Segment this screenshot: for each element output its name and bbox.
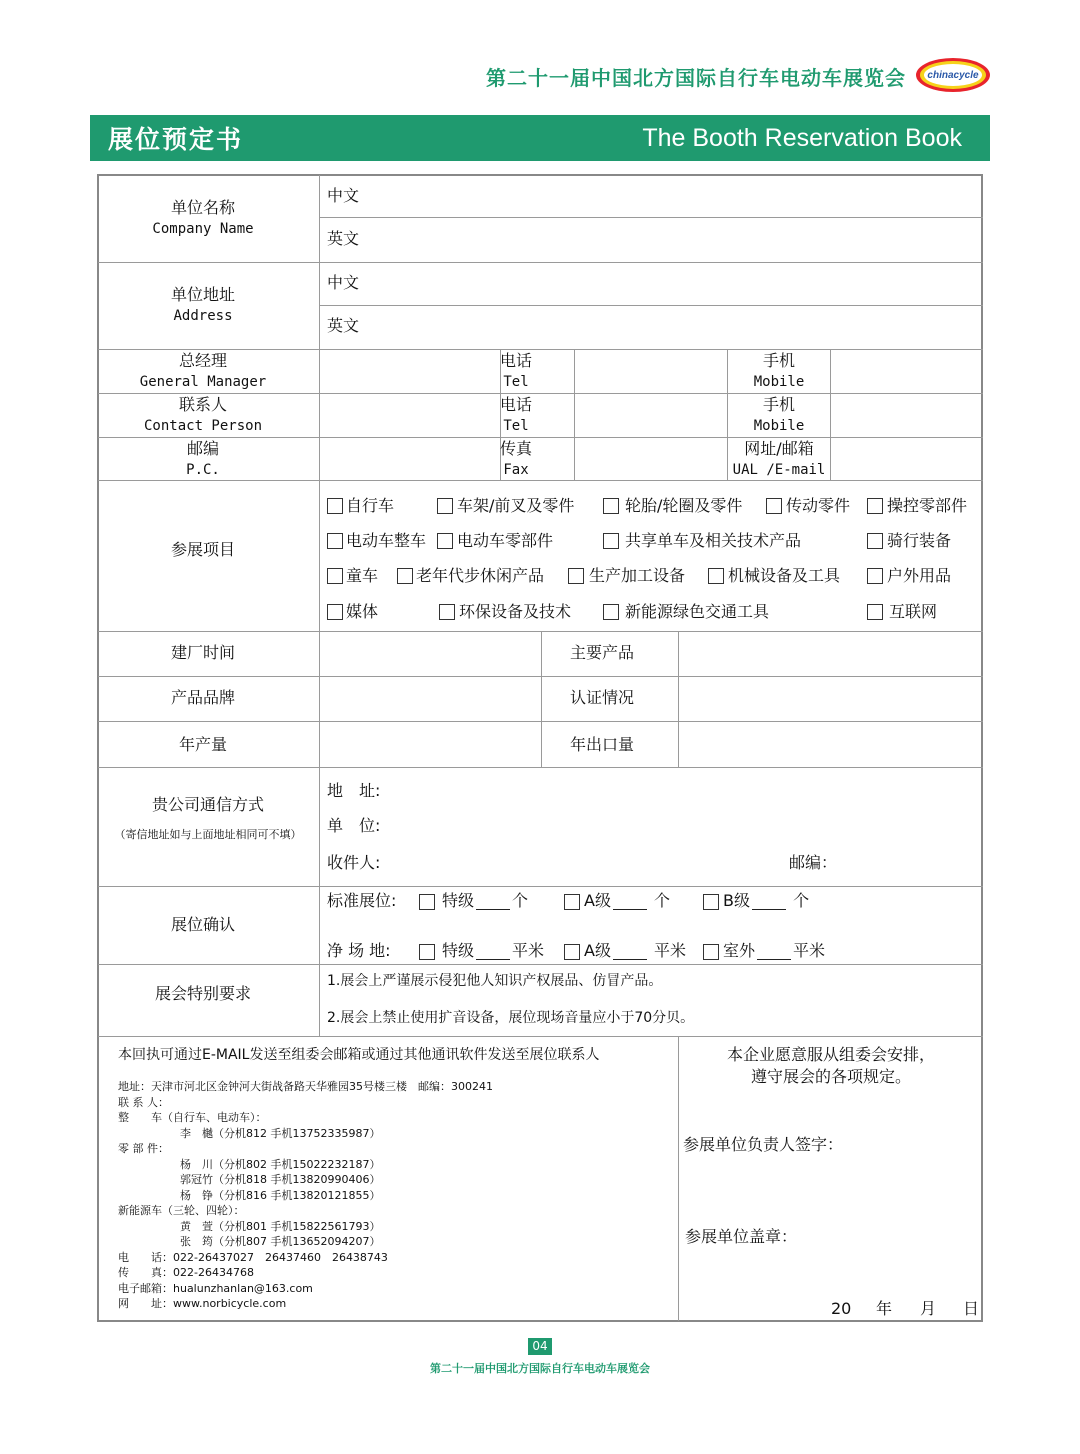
company-en-field[interactable]: 英文 [327,229,360,248]
submission-note: 本回执可通过E-MAIL发送至组委会邮箱或通过其他通讯软件发送至展位联系人 [118,1047,600,1063]
gm-label-zh: 总经理 [178,351,228,370]
exhibition-title: 第二十一届中国北方国际自行车电动车展览会 [486,66,906,90]
organizer-address: 地址：天津市河北区金钟河大街战备路天华雅园35号楼三楼 邮编：300241 [118,1080,493,1093]
exhibit-item-new-energy: 新能源绿色交通工具 [625,602,770,621]
website-line: 网 址：www.norbicycle.com [118,1297,287,1310]
checkbox-standard-special[interactable] [419,894,435,910]
exhibit-item-machinery-tools: 机械设备及工具 [728,566,841,585]
ev-contact-1: 黄 萱（分机801 手机15822561793） [180,1220,381,1233]
address-label-en: Address [173,308,233,324]
brand-label: 产品品牌 [170,688,236,707]
date-day-label: 日 [963,1299,980,1318]
address-en-field[interactable]: 英文 [327,316,360,335]
raw-a-option: A级 平米 [584,941,687,960]
standard-b-option: B级 个 [723,891,810,910]
main-products-label: 主要产品 [569,643,635,662]
checkbox-new-energy[interactable] [603,604,619,620]
parts-contact-3: 杨 铮（分机816 手机13820121855） [180,1189,381,1202]
company-label-zh: 单位名称 [170,198,236,217]
gm-tel-label-zh: 电话 [499,351,533,370]
date-month-label: 月 [920,1299,937,1318]
exhibit-label: 参展项目 [170,540,236,559]
mailing-unit-field[interactable]: 单 位: [327,816,381,835]
checkbox-control-parts[interactable] [867,498,883,514]
fax-label-zh: 传真 [499,439,533,458]
contact-tel-label-zh: 电话 [499,395,533,414]
date-year-label: 年 [876,1299,893,1318]
annual-export-label: 年出口量 [569,735,635,754]
standard-booth-label: 标准展位: [327,891,397,910]
web-email-label-zh: 网址/邮箱 [744,439,814,458]
web-email-label-en: UAL /E-mail [732,462,826,478]
exhibit-item-ev-parts: 电动车零部件 [457,531,554,550]
pc-label-zh: 邮编 [186,439,220,458]
exhibit-item-kids-bike: 童车 [346,566,379,585]
exhibit-item-shared-bike: 共享单车及相关技术产品 [625,531,802,550]
parts-heading: 零 部 件： [118,1142,169,1155]
checkbox-internet[interactable] [867,604,883,620]
mailing-note: （寄信地址如与上面地址相同可不填） [114,828,302,841]
fax-line: 传 真：022-26434768 [118,1266,254,1279]
vehicle-heading: 整 车（自行车、电动车）： [118,1111,267,1124]
exhibit-item-mobility: 老年代步休闲产品 [416,566,545,585]
checkbox-kids-bike[interactable] [327,568,343,584]
vehicle-contact-1: 李 樾（分机812 手机13752335987） [180,1127,381,1140]
exhibit-item-control-parts: 操控零部件 [887,496,968,515]
page-number: 04 [528,1338,552,1355]
gm-mobile-label-zh: 手机 [762,351,796,370]
exhibit-item-bicycle: 自行车 [346,496,395,515]
standard-a-option: A级 个 [584,891,671,910]
checkbox-ev-parts[interactable] [437,533,453,549]
reservation-form [97,174,983,1322]
standard-special-option: 特级 个 [442,891,529,910]
special-requirement-1: 1.展会上严谨展示侵犯他人知识产权展品、仿冒产品。 [327,973,663,989]
phone-line: 电 话：022-26437027 26437460 26438743 [118,1251,388,1264]
checkbox-riding-gear[interactable] [867,533,883,549]
checkbox-raw-a[interactable] [564,944,580,960]
checkbox-tire-rim[interactable] [603,498,619,514]
certification-label: 认证情况 [569,688,635,707]
pc-label-en: P.C. [186,462,220,478]
contact-tel-label-en: Tel [503,418,529,434]
exhibit-item-outdoor: 户外用品 [887,566,952,585]
exhibit-item-ev-complete: 电动车整车 [346,531,427,550]
annual-output-label: 年产量 [178,735,228,754]
contacts-heading: 联 系 人： [118,1096,169,1109]
special-requirement-2: 2.展会上禁止使用扩音设备，展位现场音量应小于70分贝。 [327,1010,695,1026]
fax-label-en: Fax [503,462,529,478]
address-label-zh: 单位地址 [170,285,236,304]
agreement-line-2: 遵守展会的各项规定。 [750,1067,912,1086]
footer-title: 第二十一届中国北方国际自行车电动车展览会 [430,1362,650,1375]
booth-label: 展位确认 [170,915,236,934]
date-year[interactable]: 20 [831,1299,852,1318]
exhibit-item-drivetrain: 传动零件 [786,496,851,515]
checkbox-raw-outdoor[interactable] [703,944,719,960]
agreement-line-1: 本企业愿意服从组委会安排， [726,1045,936,1064]
ev-contact-2: 张 筠（分机807 手机13652094207） [180,1235,381,1248]
title-banner [90,115,990,161]
gm-tel-label-en: Tel [503,374,529,390]
checkbox-machinery-tools[interactable] [708,568,724,584]
ev-heading: 新能源车（三轮、四轮）： [118,1204,245,1217]
checkbox-standard-b[interactable] [703,894,719,910]
checkbox-raw-special[interactable] [419,944,435,960]
exhibit-item-production-equipment: 生产加工设备 [589,566,686,585]
checkbox-shared-bike[interactable] [603,533,619,549]
email-line: 电子邮箱：hualunzhanlan@163.com [118,1282,313,1295]
checkbox-production-equipment[interactable] [568,568,584,584]
exhibit-item-environmental: 环保设备及技术 [459,602,572,621]
signature-field[interactable]: 参展单位负责人签字： [683,1135,844,1154]
checkbox-ev-complete[interactable] [327,533,343,549]
contact-mobile-label-en: Mobile [753,418,805,434]
established-label: 建厂时间 [170,643,236,662]
address-zh-field[interactable]: 中文 [327,273,360,292]
exhibit-item-media: 媒体 [346,602,379,621]
checkbox-mobility[interactable] [397,568,413,584]
contact-label-zh: 联系人 [178,395,228,414]
checkbox-media[interactable] [327,604,343,620]
raw-space-label: 净 场 地: [327,941,391,960]
raw-outdoor-option: 室外 平米 [723,941,826,960]
exhibit-item-frame-fork: 车架/前叉及零件 [457,496,575,515]
checkbox-outdoor[interactable] [867,568,883,584]
contact-label-en: Contact Person [143,418,263,434]
company-zh-field[interactable]: 中文 [327,186,360,205]
checkbox-drivetrain[interactable] [766,498,782,514]
logo-text: chinacycle [927,70,979,81]
checkbox-environmental[interactable] [439,604,455,620]
mailing-label: 贵公司通信方式 [151,795,265,814]
contact-mobile-label-zh: 手机 [762,395,796,414]
checkbox-frame-fork[interactable] [437,498,453,514]
exhibit-item-internet: 互联网 [889,602,938,621]
raw-special-option: 特级 平米 [442,941,545,960]
mailing-address-field[interactable]: 地 址: [327,781,381,800]
exhibit-item-riding-gear: 骑行装备 [887,531,952,550]
chinacycle-logo [914,56,992,94]
banner-title-zh: 展位预定书 [108,125,244,154]
stamp-field[interactable]: 参展单位盖章： [685,1227,798,1246]
mailing-postcode-field[interactable]: 邮编： [789,853,838,872]
checkbox-standard-a[interactable] [564,894,580,910]
banner-title-en: The Booth Reservation Book [642,123,962,152]
mailing-recipient-field[interactable]: 收件人: [327,853,381,872]
company-label-en: Company Name [152,221,254,237]
parts-contact-2: 郭冠竹（分机818 手机13820990406） [180,1173,381,1186]
parts-contact-1: 杨 川（分机802 手机15022232187） [180,1158,381,1171]
special-requirements-label: 展会特别要求 [154,984,252,1003]
checkbox-bicycle[interactable] [327,498,343,514]
gm-label-en: General Manager [139,374,267,390]
exhibit-item-tire-rim: 轮胎/轮圈及零件 [625,496,743,515]
gm-mobile-label-en: Mobile [753,374,805,390]
